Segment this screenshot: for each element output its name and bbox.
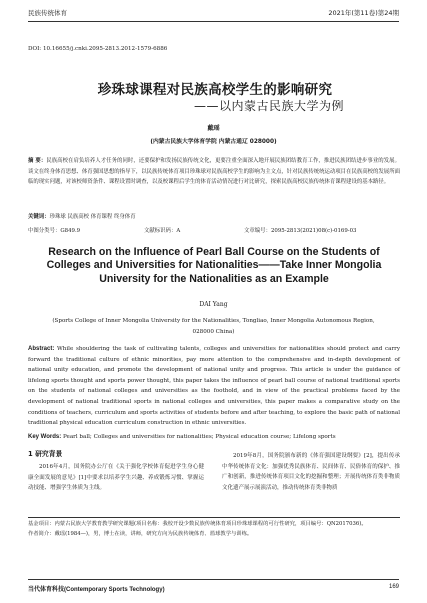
page-number: 169 xyxy=(388,584,399,590)
body-column-right: 2019年8月，国务院颁布新的《体育强国建设纲要》[2]，提出传承中华传统体育文化：加强优秀民族体育、民间体育、民俗体育的保护、推广和创新，推进传统体育项目文化的挖掘和整理；开展传统体育类非物质文化遗产展示展演活动，推动传统体育类非物质 xyxy=(222,453,400,492)
header-rule xyxy=(28,21,399,22)
header-journal-section: 民族传统体育 xyxy=(28,9,67,17)
running-footer xyxy=(28,584,399,593)
english-abstract-text: While shouldering the task of cultivating talents, colleges and universities for nationalities should protect and carry forward the traditional culture of ethnic minorities, pay more attention to the comprehensive and in-depth development of national unity education, and promote the development of national unity and progress. This article is under the guidance of lifelong sports thought and sports power thought, this paper takes the influence of pearl ball course of national traditional sports on the students of national colleges and universities as the foothold, and in view of the practical problems faced by the development of national traditional sports in national colleges and universities, this paper makes a comparative study on the conditions of teachers, curriculum and sports activities of students before and after teaching, to explore the basic path of national traditional physical education curriculum construction in ethnic universities. xyxy=(28,346,400,427)
document-code: 文献标识码：A xyxy=(144,228,181,234)
footer-journal: 当代体育科技(Contemporary Sports Technology) xyxy=(28,587,165,593)
doi: DOI: 10.16655/j.cnki.2095-2813.2012-1579-6886 xyxy=(28,46,168,52)
english-keywords xyxy=(28,434,400,440)
chinese-author: 戴瑶 xyxy=(207,125,220,132)
classification-line xyxy=(28,226,400,236)
chinese-keywords-label: 关键词： xyxy=(28,214,50,220)
footnote-rule xyxy=(28,517,400,518)
english-abstract xyxy=(28,344,400,429)
chinese-title: 珍珠球课程对民族高校学生的影响研究 xyxy=(97,82,333,98)
chinese-abstract xyxy=(28,156,400,188)
chinese-keywords xyxy=(28,212,400,220)
english-keywords-label: Key Words: xyxy=(28,434,62,440)
chinese-subtitle: ——以内蒙古民族大学为例 xyxy=(193,99,344,113)
footnotes xyxy=(28,520,400,539)
english-abstract-label: Abstract: xyxy=(28,346,55,352)
chinese-abstract-label: 摘 要： xyxy=(28,158,47,164)
article-number: 文章编号：2095-2813(2021)08(c)-0169-03 xyxy=(244,228,357,234)
chinese-affiliation: (内蒙古民族大学体育学院 内蒙古通辽 028000) xyxy=(150,139,277,145)
header-issue: 2021年(第11卷)第24期 xyxy=(328,9,399,17)
section-heading: 1 研究背景 xyxy=(28,450,63,458)
chinese-abstract-text: 民族高校在肩负培养人才任务的同时，还要保护和发扬民族传统文化，更要注重全面深入地开展民族团结教育工作，推进民族团结进步事业的发展。谈文在终身体育思想、体育强国思想的指导下，以民族传统体育项目珍珠球对民族高校学生的影响为主文点，针对民族传统统运动项目在民族高校的发展所面临的现实问题，对该校师资条件、课程设置时调查，以及校课程后学生的体育活动情况进行对比研究，探索民族高校民族传统体育课程建设的基本路径。 xyxy=(28,158,400,186)
clc-number: 中图分类号：G849.9 xyxy=(28,228,81,234)
chinese-keywords-text: 珍珠球 民族高校 体育课程 终身体育 xyxy=(49,214,136,220)
english-affiliation: (Sports College of Inner Mongolia University for the Nationalities, Tongliao, Inner Mongolia Autonomous Region, 028000 China) xyxy=(52,318,375,335)
running-header xyxy=(28,6,399,20)
author-bio-footnote: 作者简介：戴瑶(1984—)，男，博士在读，讲师，研究方向为民族传统体育、篮球教学与训练。 xyxy=(28,530,253,537)
english-title: Research on the Influence of Pearl Ball Course on the Students of Colleges and Universities for Nationalities——Take Inner Mongolia University for the Nationalities as an Example xyxy=(46,246,382,285)
english-author: DAI Yang xyxy=(199,301,228,308)
english-keywords-text: Pearl ball; Colleges and universities for nationalities; Physical education course; Lifelong sports xyxy=(63,434,336,440)
fund-footnote: 基金项目：内蒙古民族大学教育教学研究课题(项目名称：我校开设少数民族传统体育项目珍珠球课程的可行性研究，项目编号：QN2017036)。 xyxy=(28,521,367,527)
body-column-left: 2016年4月，国务院办公厅在《关于强化学校体育促进学生身心健康全面发展的意见》[1]中要求以培养学生兴趣、养成锻炼习惯、掌握运动技能、增强学生体质为主线。 xyxy=(28,464,204,492)
footer-rule xyxy=(28,579,399,580)
